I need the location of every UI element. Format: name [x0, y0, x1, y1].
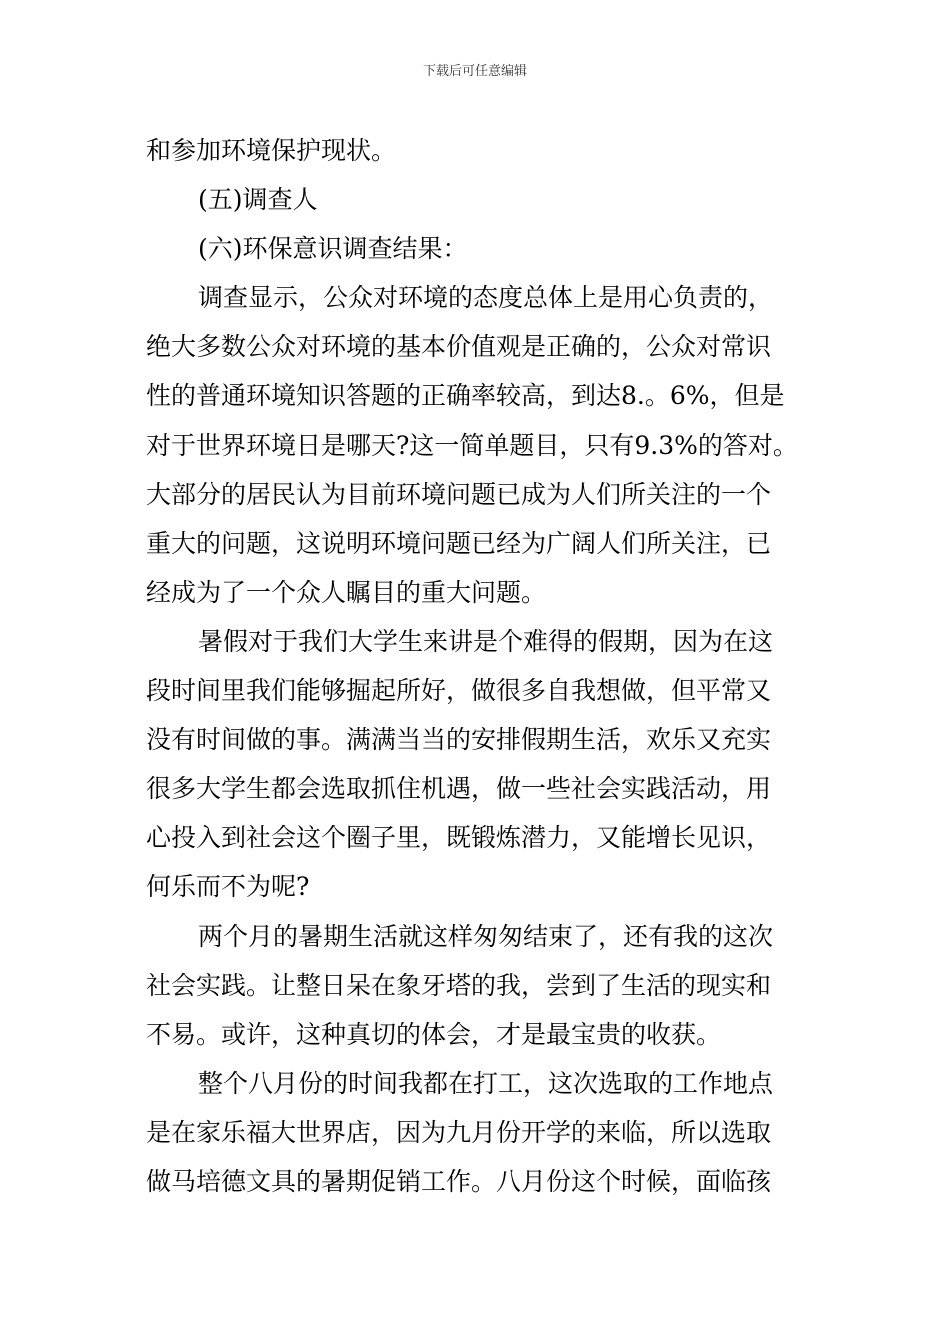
text-line: 暑假对于我们大学生来讲是个难得的假期，因为在这	[198, 626, 774, 656]
text-line: 绝大多数公众对环境的基本价值观是正确的，公众对常识	[146, 332, 772, 362]
text-line: 心投入到社会这个圈子里，既锻炼潜力，又能增长见识，	[146, 823, 772, 853]
text-line: 何乐而不为呢?	[146, 872, 310, 902]
text-line: 大部分的居民认为目前环境问题已成为人们所关注的一个	[146, 479, 772, 509]
text-line: 性的普通环境知识答题的正确率较高，到达8.。6%，但是	[146, 381, 785, 411]
text-line: 段时间里我们能够掘起所好，做很多自我想做，但平常又	[146, 676, 772, 706]
text-line: 重大的问题，这说明环境问题已经为广阔人们所关注，已	[146, 528, 772, 558]
text-line: 社会实践。让整日呆在象牙塔的我，尝到了生活的现实和	[146, 970, 772, 1000]
text-line: 两个月的暑期生活就这样匆匆结束了，还有我的这次	[198, 921, 774, 951]
section-heading: (六)环保意识调查结果：	[198, 234, 468, 264]
text-line: 不易。或许，这种真切的体会，才是最宝贵的收获。	[146, 1019, 722, 1049]
document-body	[146, 126, 808, 1206]
text-line: 没有时间做的事。满满当当的安排假期生活，欢乐又充实	[146, 725, 772, 755]
text-line: 调查显示，公众对环境的态度总体上是用心负责的，	[198, 283, 774, 313]
text-line: 对于世界环境日是哪天?这一简单题目，只有9.3%的答对。	[146, 430, 798, 460]
text-line: 是在家乐福大世界店，因为九月份开学的来临，所以选取	[146, 1117, 772, 1147]
text-line: 很多大学生都会选取抓住机遇，做一些社会实践活动，用	[146, 774, 772, 804]
text-line: 和参加环境保护现状。	[146, 136, 397, 165]
section-heading: (五)调查人	[198, 185, 318, 215]
text-line: 整个八月份的时间我都在打工，这次选取的工作地点	[198, 1068, 774, 1098]
text-line: 经成为了一个众人瞩目的重大问题。	[146, 577, 547, 607]
text-line: 做马培德文具的暑期促销工作。八月份这个时候，面临孩	[146, 1166, 772, 1196]
page-header-note: 下载后可任意编辑	[422, 64, 527, 79]
